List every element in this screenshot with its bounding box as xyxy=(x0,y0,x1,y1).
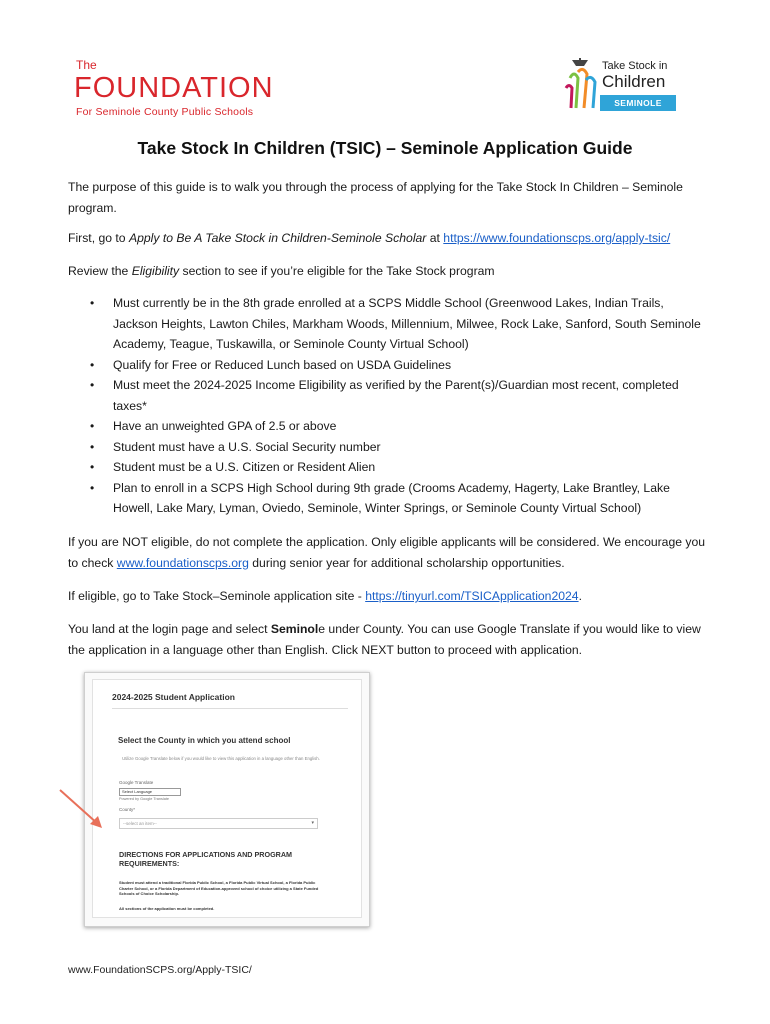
review-paragraph xyxy=(68,261,718,282)
bullet-icon: • xyxy=(90,439,95,454)
logo-subtitle: For Seminole County Public Schools xyxy=(76,106,254,118)
apply-tsic-link[interactable]: https://www.foundationscps.org/apply-tsic/ xyxy=(443,231,671,245)
screenshot-panel xyxy=(92,679,362,918)
screenshot-heading: 2024-2025 Student Application xyxy=(112,692,235,702)
chevron-down-icon: ▾ xyxy=(311,820,314,826)
logo-the: The xyxy=(76,58,97,72)
review-prefix: Review the xyxy=(68,264,132,278)
bullet-text: Must currently be in the 8th grade enrolled at a SCPS Middle School (Greenwood Lakes, Indian Trails, Jackson Heights, Lawton Chiles, Markham Woods, Millennium, Milwee, Rock Lake, Sanford, South Seminole Academy, Teague, Tuskawilla, or Seminole County Virtual School) xyxy=(113,296,701,351)
foundation-link[interactable]: www.foundationscps.org xyxy=(116,555,249,570)
logo-word: FOUNDATION xyxy=(74,72,274,104)
page-title: Take Stock In Children (TSIC) – Seminole Application Guide xyxy=(137,138,633,158)
login-prefix: You land at the login page and select xyxy=(68,622,271,636)
bullet-text: Student must have a U.S. Social Security number xyxy=(113,439,381,454)
if-eligible-suffix: . xyxy=(578,589,582,603)
login-paragraph xyxy=(68,619,718,660)
translate-note: Utilize Google Translate below if you would like to view this application in a language other than English. xyxy=(122,756,320,761)
bullet-icon: • xyxy=(90,480,95,495)
if-eligible-prefix: If eligible, go to Take Stock–Seminole application site - xyxy=(68,589,366,603)
tsic-line2: Children xyxy=(602,72,666,91)
application-site-link[interactable]: https://tinyurl.com/TSICApplication2024 xyxy=(365,589,579,603)
review-suffix: section to see if you’re eligible for the Take Stock program xyxy=(179,264,495,278)
powered-by: Powered by Google Translate xyxy=(119,797,170,801)
first-mid: at xyxy=(426,231,444,245)
tsic-band: SEMINOLE COUNTY xyxy=(600,95,676,111)
pointer-arrow-icon xyxy=(56,786,106,830)
children-figures-icon xyxy=(562,58,600,113)
review-italic: Eligibility xyxy=(131,264,180,278)
bullet-icon: • xyxy=(90,378,95,392)
first-step-paragraph xyxy=(68,228,718,249)
county-label: County* xyxy=(119,807,136,812)
language-select: Select Language xyxy=(119,788,181,796)
list-item xyxy=(68,457,708,478)
first-prefix: First, go to xyxy=(68,231,129,245)
list-item xyxy=(68,437,708,458)
not-eligible-paragraph xyxy=(68,532,718,573)
not-eligible-prefix: If you are NOT eligible, do not complete the application. Only eligible applicants will be considered. We encourage you to check xyxy=(68,535,706,570)
list-item xyxy=(68,355,708,376)
list-item xyxy=(68,416,708,437)
divider xyxy=(112,708,348,709)
bullet-icon: • xyxy=(90,460,95,474)
application-screenshot xyxy=(84,672,370,927)
translate-label: Google Translate xyxy=(119,780,154,785)
county-select xyxy=(119,818,318,829)
footer-url: www.FoundationSCPS.org/Apply-TSIC/ xyxy=(68,964,252,976)
not-eligible-suffix: during senior year for additional scholarship opportunities. xyxy=(248,555,565,570)
bullet-icon: • xyxy=(90,296,95,310)
all-sections-text: All sections of the application must be completed. xyxy=(119,906,215,911)
intro-paragraph: The purpose of this guide is to walk you through the process of applying for the Take Stock In Children – Seminole program. xyxy=(68,180,683,215)
bullet-text: Must meet the 2024-2025 Income Eligibility as verified by the Parent(s)/Guardian most recent, completed taxes* xyxy=(113,378,679,413)
list-item xyxy=(68,478,708,519)
list-item xyxy=(68,375,708,416)
bullet-text: Plan to enroll in a SCPS High School during 9th grade (Crooms Academy, Hagerty, Lake Brantley, Lake Howell, Lake Mary, Lyman, Oviedo, Seminole, Winter Springs, or Seminole County Virtual School) xyxy=(113,480,670,515)
first-italic: Apply to Be A Take Stock in Children-Seminole Scholar xyxy=(128,231,427,245)
login-bold: Seminol xyxy=(270,622,319,636)
requirement-text: Student must attend a traditional Florida Public School, a Florida Public Virtual School, a Florida Public Charter School, or a Florida Department of Education-approved school of choice utilizing a State Funded Schools of Choice Scholarship. xyxy=(119,880,319,896)
bullet-text: Qualify for Free or Reduced Lunch based on USDA Guidelines xyxy=(113,357,452,372)
list-item xyxy=(68,293,708,355)
directions-heading: DIRECTIONS FOR APPLICATIONS AND PROGRAM REQUIREMENTS: xyxy=(119,850,293,868)
screenshot-subheading: Select the County in which you attend school xyxy=(118,736,291,745)
eligibility-list xyxy=(68,293,708,519)
bullet-text: Have an unweighted GPA of 2.5 or above xyxy=(113,419,337,433)
bullet-icon: • xyxy=(90,357,95,372)
county-placeholder: --select an item-- xyxy=(123,821,157,826)
login-suffix: e under County. You can use Google Translate if you would like to view the application in a language other than English. Click NEXT button to proceed with application. xyxy=(68,622,701,657)
foundation-logo xyxy=(70,58,274,120)
tsic-line1: Take Stock in xyxy=(602,60,668,72)
tsic-logo xyxy=(560,50,680,124)
bullet-icon: • xyxy=(90,419,95,433)
bullet-text: Student must be a U.S. Citizen or Resident Alien xyxy=(113,460,376,474)
if-eligible-paragraph xyxy=(68,586,718,607)
